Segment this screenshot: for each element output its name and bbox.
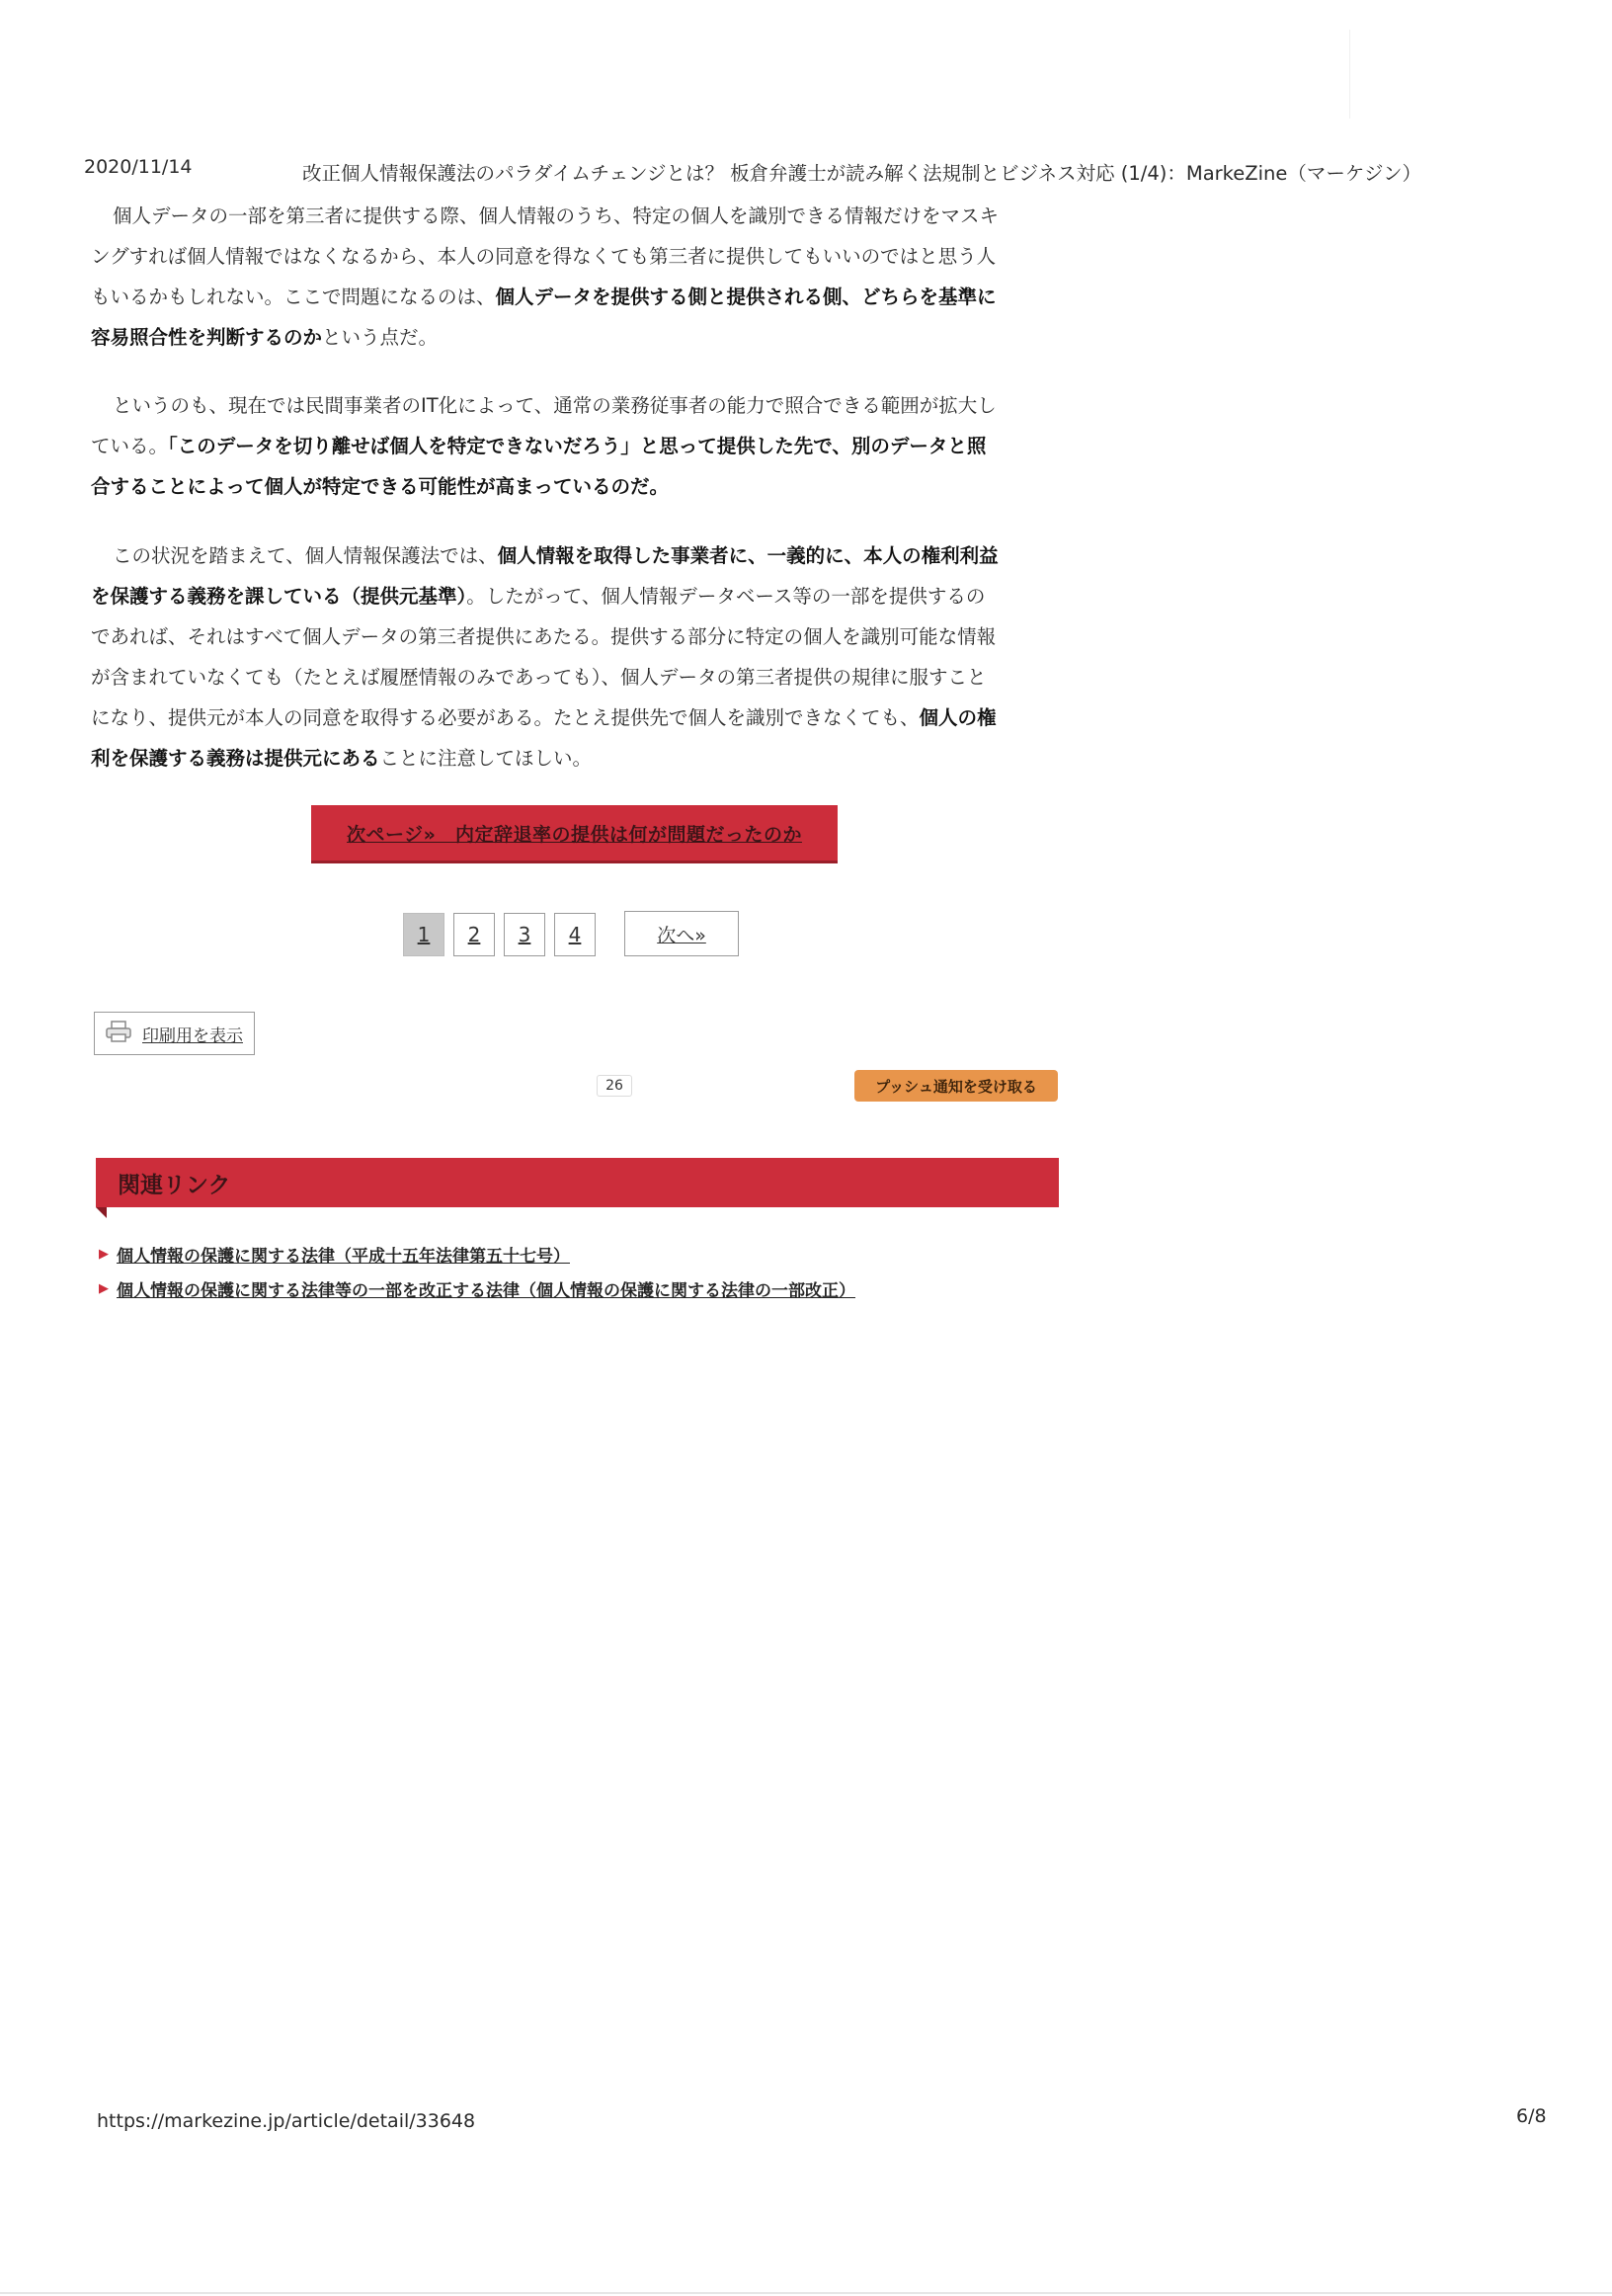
text-line: 利を保護する義務は提供元にあることに注意してほしい。 [91,747,593,770]
emphasis: 個人の権 [919,706,997,729]
text-line: ている。「このデータを切り離せば個人を特定できないだろう」と思って提供した先で、別のデータと照 [91,435,987,457]
related-link-2[interactable]: ▶ 個人情報の保護に関する法律等の一部を改正する法律（個人情報の保護に関する法律の一部改正） [99,1281,855,1301]
article-paragraph-3 [91,535,1045,779]
page-link-4[interactable]: 4 [554,913,596,956]
article-paragraph-2 [91,385,1045,507]
ribbon-fold [96,1207,107,1218]
text-line [91,466,1045,507]
page-link-1[interactable]: 1 [403,913,444,956]
page-link-2[interactable]: 2 [453,913,495,956]
article-paragraph-1 [91,196,1045,358]
triangle-bullet-icon: ▶ [99,1247,109,1262]
text-line: であれば、それはすべて個人データの第三者提供にあたる。提供する部分に特定の個人を識別可能な情報 [91,625,997,648]
text-line: 個人データの一部を第三者に提供する際、個人情報のうち、特定の個人を識別できる情報だけをマスキ [113,205,1000,227]
print-view-label: 印刷用を表示 [142,1025,243,1046]
related-links-heading [96,1158,1059,1207]
page-link-3[interactable]: 3 [504,913,545,956]
related-links-title: 関連リンク [118,1172,231,1198]
text-line: ングすれば個人情報ではなくなるから、本人の同意を得なくても第三者に提供してもいいのではと思う人 [91,245,997,268]
print-view-button[interactable] [94,1012,255,1055]
emphasis: 個人データを提供する側と提供される側、どちらを基準に [495,286,997,308]
footer-url: https://markezine.jp/article/detail/33648 [97,2110,476,2132]
text-line: が含まれていなくても（たとえば履歴情報のみであっても）、個人データの第三者提供の規律に服すこと [91,666,987,689]
emphasis: 合することによって個人が特定できる可能性が高まっているのだ。 [91,475,670,498]
text-line: というのも、現在では民間事業者のIT化によって、通常の業務従事者の能力で照合できる範囲が拡大し [113,394,997,417]
page-title: 改正個人情報保護法のパラダイムチェンジとは？ 板倉弁護士が読み解く法規制とビジネス対応 (1/4)：MarkeZine（マーケジン） [302,162,1422,185]
push-notification-button[interactable]: プッシュ通知を受け取る [854,1070,1058,1102]
print-date: 2020/11/14 [84,156,193,178]
pagination-next-button[interactable]: 次へ» [624,911,739,956]
share-count-badge: 26 [597,1075,632,1097]
text-line: 容易照合性を判断するのかという点だ。 [91,326,439,349]
footer-page-number: 6/8 [1516,2105,1547,2127]
text-line: になり、提供元が本人の同意を取得する必要がある。たとえ提供先で個人を識別できなくても、個人の権 [91,706,997,729]
emphasis: 「このデータを切り離せば個人を特定できないだろう」と思って提供した先で、別のデータと照 [168,435,987,457]
next-page-link-label: 次ページ» 内定辞退率の提供は何が問題だったのか [347,823,802,846]
emphasis: 利を保護する義務は提供元にある [91,747,380,770]
scan-artifact-line [1349,30,1350,119]
printer-icon [105,1020,132,1048]
emphasis: を保護する義務を課している（提供元基準） [91,585,467,608]
emphasis: 容易照合性を判断するのか [91,326,323,349]
text-line: この状況を踏まえて、個人情報保護法では、個人情報を取得した事業者に、一義的に、本人の権利利益 [113,544,999,567]
next-page-link-button[interactable] [311,805,838,863]
related-link-1[interactable]: ▶ 個人情報の保護に関する法律（平成十五年法律第五十七号） [99,1247,570,1267]
emphasis: 個人情報を取得した事業者に、一義的に、本人の権利利益 [497,544,999,567]
text-line: を保護する義務を課している（提供元基準）。したがって、個人情報データベース等の一部を提供するの [91,585,986,608]
text-line: もいるかもしれない。ここで問題になるのは、個人データを提供する側と提供される側、どちらを基準に [91,286,997,308]
triangle-bullet-icon: ▶ [99,1281,109,1296]
scan-edge [0,2292,1612,2294]
